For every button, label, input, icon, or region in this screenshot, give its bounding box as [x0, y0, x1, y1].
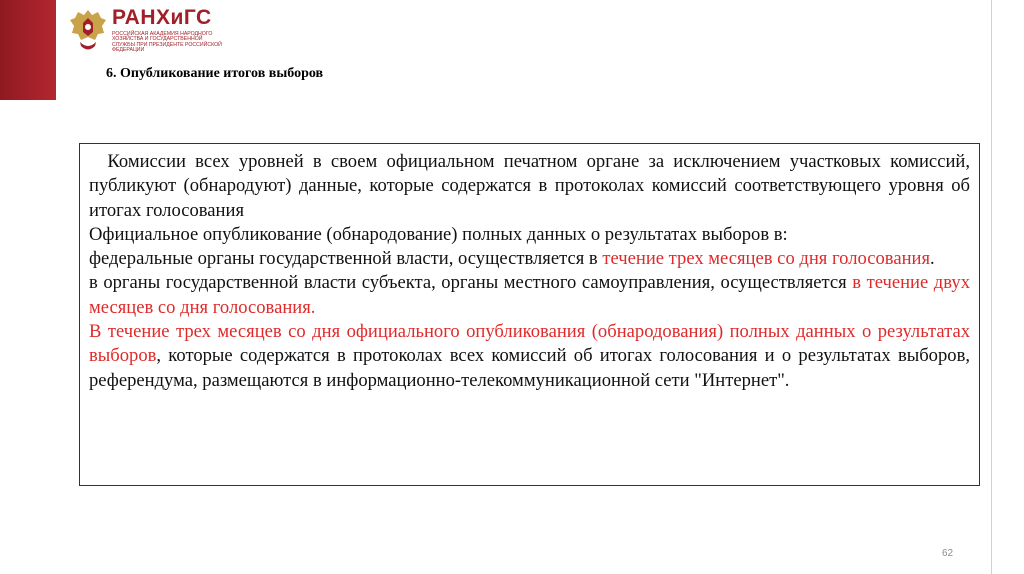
left-accent-bar — [0, 0, 56, 100]
paragraph-1 — [89, 150, 970, 223]
paragraph-2: Официальное опубликование (обнародование) полных данных о результатах выборов в: — [89, 223, 788, 245]
content-box — [79, 143, 980, 486]
logo-subtitle: РОССИЙСКАЯ АКАДЕМИЯ НАРОДНОГО ХОЗЯЙСТВА И ГОСУДАРСТВЕННОЙ СЛУЖБЫ ПРИ ПРЕЗИДЕНТЕ РОССИЙСКОЙ ФЕДЕРАЦИИ — [112, 31, 222, 54]
paragraph-4 — [89, 271, 970, 320]
logo-title: РАНХиГС — [112, 6, 212, 29]
eagle-emblem-icon — [68, 6, 108, 54]
logo — [68, 6, 222, 54]
paragraph-3-text: федеральные органы государственной власти, осуществляется в — [89, 248, 603, 270]
paragraph-3 — [89, 247, 970, 271]
paragraph-4-highlight: в течение двух месяцев со дня голосования. — [89, 272, 971, 318]
paragraph-5-text: , которые содержатся в протоколах всех комиссий об итогах голосования и о результатах выборов, референдума, размещаются в информационно-телекоммуникационной сети "Интернет". — [89, 345, 970, 391]
paragraph-1-text: Комиссии всех уровней в своем официальном печатном органе за исключением участковых комиссий, публикуют (обнародуют) данные, которые содержатся в протоколах комиссий соответствующего уровня об итогах голосования — [89, 151, 970, 221]
section-title: 6. Опубликование итогов выборов — [106, 66, 324, 81]
paragraph-3-highlight: течение трех месяцев со дня голосования — [602, 248, 931, 270]
paragraph-5 — [89, 320, 970, 393]
page-number: 62 — [942, 548, 954, 559]
paragraph-3-end: . — [930, 248, 935, 270]
paragraph-5-highlight: В течение трех месяцев со дня официального опубликования (обнародования) полных данных о результатах выборов — [89, 321, 970, 367]
paragraph-4-text: в органы государственной власти субъекта, органы местного самоуправления, осуществляется — [89, 272, 853, 294]
right-divider-line — [991, 0, 992, 574]
